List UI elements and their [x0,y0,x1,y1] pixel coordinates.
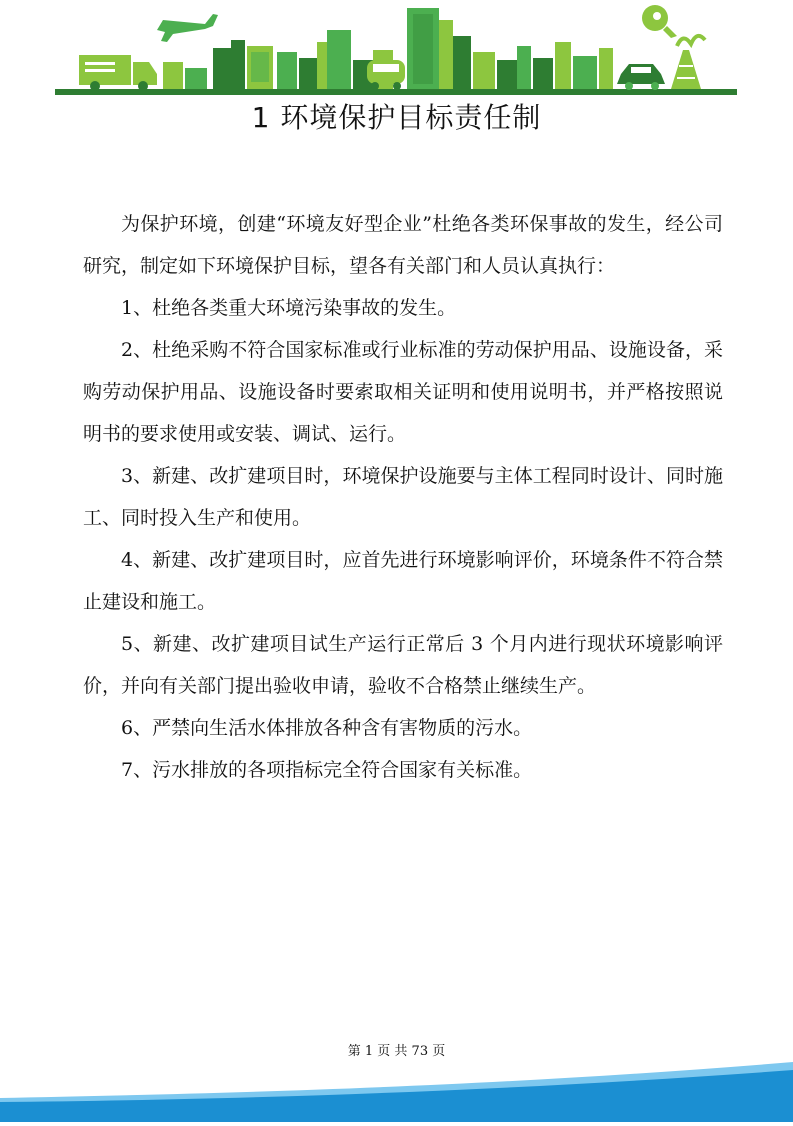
item-1-paragraph: 1、杜绝各类重大环境污染事故的发生。 [121,297,457,319]
footer-wave [0,1058,793,1122]
document-body [83,203,723,791]
airplane-icon [157,14,218,42]
document-title: 1 环境保护目标责任制 [251,101,542,134]
car-icon [617,64,665,90]
truck-icon [79,55,157,91]
header-banner [55,0,737,97]
page-number: 第 1 页 共 73 页 [347,1044,446,1059]
item-3-paragraph: 3、新建、改扩建项目时，环境保护设施要与主体工程同时设计、同时施工、同时投入生产和使用。 [83,465,723,529]
item-6-paragraph: 6、严禁向生活水体排放各种含有害物质的污水。 [121,717,533,739]
oil-derrick-icon [671,36,705,89]
intro-paragraph: 为保护环境，创建“环境友好型企业”杜绝各类环保事故的发生，经公司研究，制定如下环境保护目标，望各有关部门和人员认真执行： [83,213,723,277]
rocket-icon [642,5,677,38]
item-2-paragraph: 2、杜绝采购不符合国家标准或行业标准的劳动保护用品、设施设备，采购劳动保护用品、设施设备时要索取相关证明和使用说明书，并严格按照说明书的要求使用或安装、调试、运行。 [83,339,723,445]
item-7-paragraph: 7、污水排放的各项指标完全符合国家有关标准。 [121,759,533,781]
item-4-paragraph: 4、新建、改扩建项目时，应首先进行环境影响评价，环境条件不符合禁止建设和施工。 [83,549,723,613]
item-5-paragraph: 5、新建、改扩建项目试生产运行正常后 3 个月内进行现状环境影响评价，并向有关部门提出验收申请，验收不合格禁止继续生产。 [83,633,723,697]
